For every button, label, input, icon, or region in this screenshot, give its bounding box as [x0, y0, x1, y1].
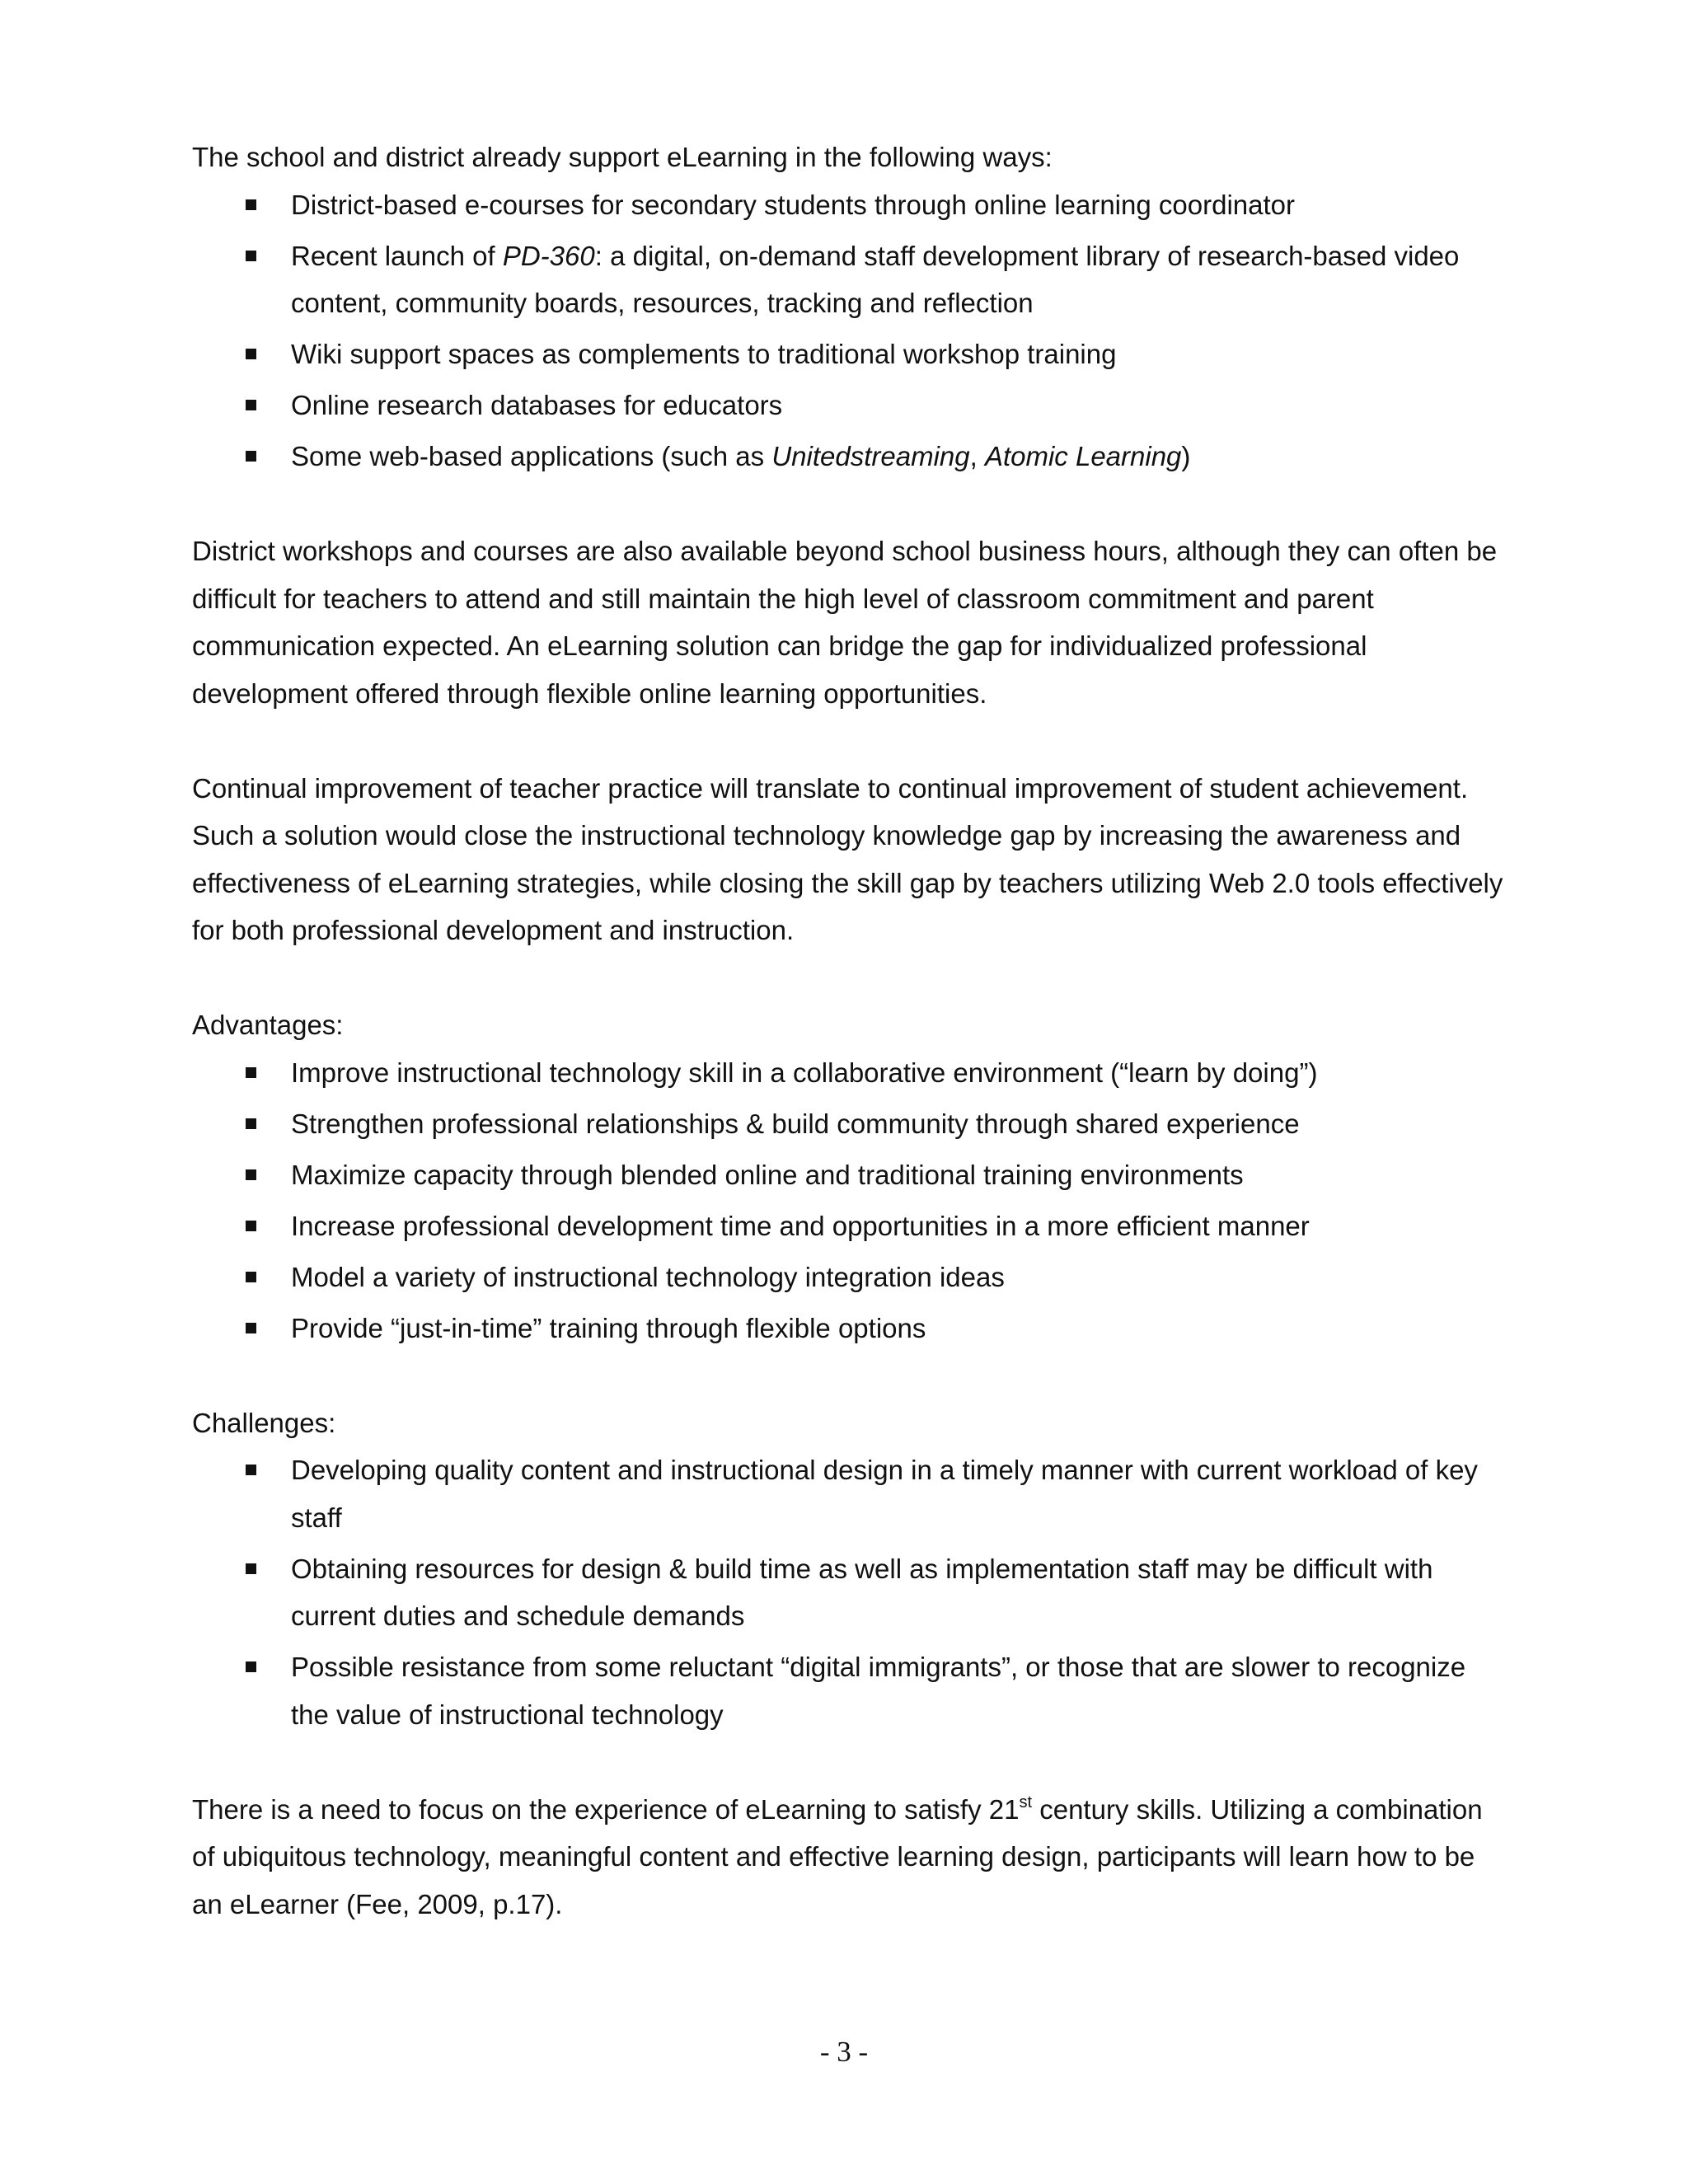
paragraph-gap: [192, 954, 1511, 1002]
square-bullet-icon: [246, 1067, 256, 1078]
square-bullet-icon: [246, 251, 256, 261]
square-bullet-icon: [246, 1563, 256, 1574]
advantages-heading: Advantages:: [192, 1010, 344, 1040]
paragraph-gap: [192, 1738, 1511, 1786]
square-bullet-icon: [246, 1169, 256, 1180]
paragraph-workshops: District workshops and courses are also available beyond school business hours, although they can often be difficult for teachers to attend and still maintain the high level of classroom commitment and parent communication expected. An eLearning solution can bridge the gap for individualized professional development offered through flexible online learning opportunities.: [192, 536, 1498, 709]
paragraph-improvement: Continual improvement of teacher practice will translate to continual improvement of student achievement. Such a solution would close the instructional technology knowledge gap by increasing the awareness and effectiveness of eLearning strategies, while closing the skill gap by teachers utilizing Web 2.0 tools effectively for both professional development and instruction.: [192, 772, 1503, 945]
list-item: Strengthen professional relationships & build community through shared experience: [192, 1100, 1511, 1148]
list-item: Obtaining resources for design & build time as well as implementation staff may be difficult with current duties and schedule demands: [192, 1545, 1511, 1640]
list-item: District-based e-courses for secondary students through online learning coordinator: [192, 181, 1511, 229]
intro-lead: The school and district already support eLearning in the following ways:: [192, 142, 1053, 172]
square-bullet-icon: [246, 1465, 256, 1475]
square-bullet-icon: [246, 1221, 256, 1231]
square-bullet-icon: [246, 1118, 256, 1129]
square-bullet-icon: [246, 1323, 256, 1333]
closing-paragraph: There is a need to focus on the experience of eLearning to satisfy 21st century skills. Utilizing a combination of ubiquitous technology, meaningful content and effective learning design, participants will learn how to be an eLearner (Fee, 2009, p.17).: [192, 1793, 1483, 1919]
advantages-list: [192, 1049, 1511, 1352]
list-item: Wiki support spaces as complements to traditional workshop training: [192, 330, 1511, 378]
square-bullet-icon: [246, 1661, 256, 1672]
list-item: Model a variety of instructional technology integration ideas: [192, 1254, 1511, 1301]
square-bullet-icon: [246, 400, 256, 410]
page-number: - 3 -: [819, 2036, 869, 2068]
list-item: Maximize capacity through blended online and traditional training environments: [192, 1151, 1511, 1199]
square-bullet-icon: [246, 349, 256, 359]
square-bullet-icon: [246, 199, 256, 210]
list-item: Developing quality content and instructional design in a timely manner with current workload of key staff: [192, 1446, 1511, 1541]
paragraph-gap: [192, 480, 1511, 528]
challenges-heading: Challenges:: [192, 1407, 336, 1438]
intro-list: [192, 181, 1511, 480]
list-item: Online research databases for educators: [192, 382, 1511, 429]
list-item: Recent launch of PD-360: a digital, on-demand staff development library of research-based video content, community boards, resources, tracking and reflection: [192, 232, 1511, 327]
square-bullet-icon: [246, 1272, 256, 1282]
list-item: Improve instructional technology skill in a collaborative environment (“learn by doing”): [192, 1049, 1511, 1097]
superscript-st: st: [1019, 1793, 1033, 1811]
document-page: [192, 134, 1511, 1928]
challenges-list: [192, 1446, 1511, 1738]
paragraph-gap: [192, 717, 1511, 765]
square-bullet-icon: [246, 451, 256, 462]
list-item: Possible resistance from some reluctant “digital immigrants”, or those that are slower to recognize the value of instructional technology: [192, 1643, 1511, 1738]
list-item: Provide “just-in-time” training through flexible options: [192, 1305, 1511, 1352]
list-item: Some web-based applications (such as Unitedstreaming, Atomic Learning): [192, 433, 1511, 480]
paragraph-gap: [192, 1352, 1511, 1399]
list-item: Increase professional development time and opportunities in a more efficient manner: [192, 1202, 1511, 1250]
